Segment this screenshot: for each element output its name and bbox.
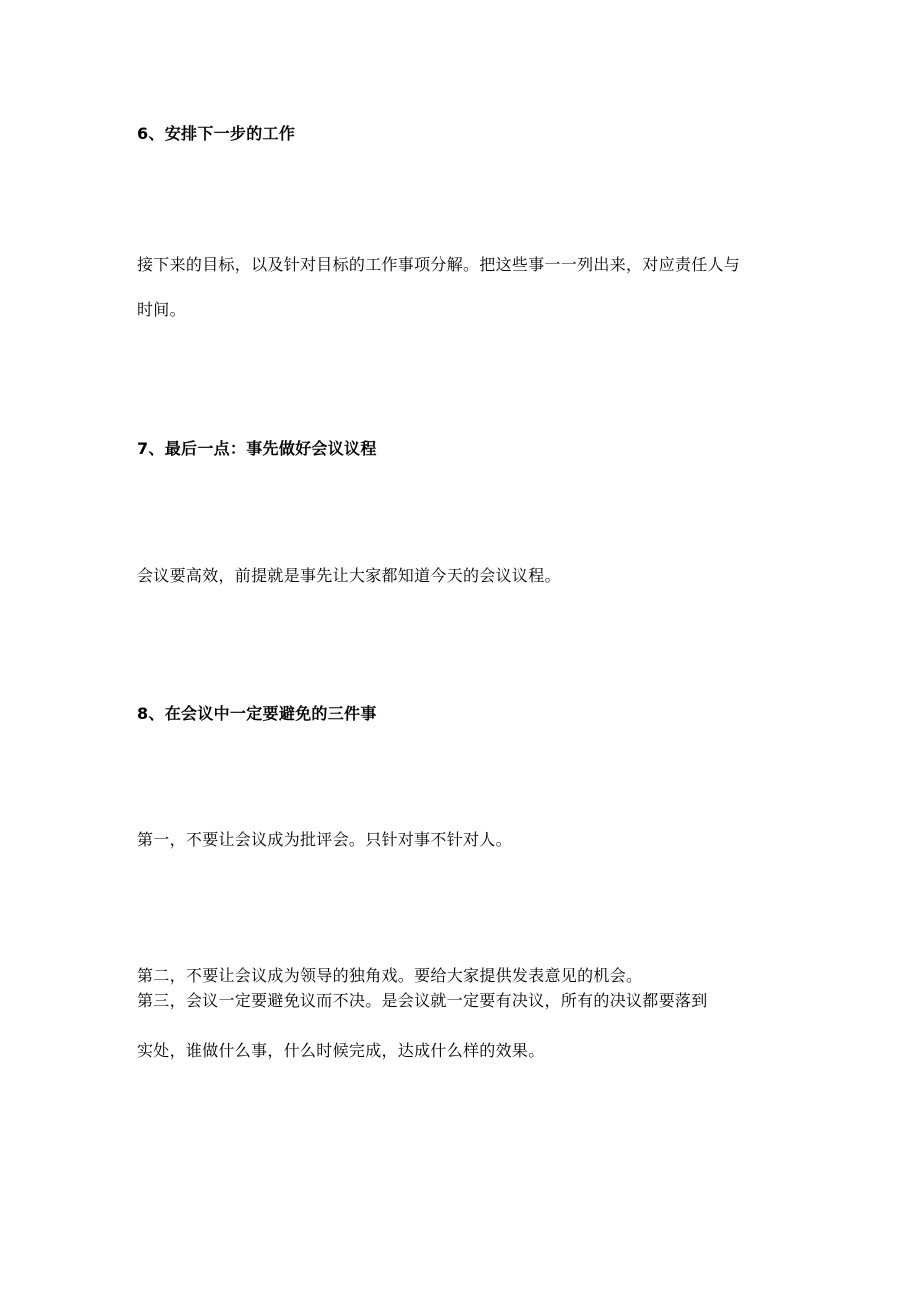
section-8-point-3-line-2: 实处，谁做什么事，什么时候完成，达成什么样的效果。: [137, 1041, 545, 1060]
section-8-heading: 8、在会议中一定要避免的三件事: [137, 704, 377, 723]
section-8-point-1: 第一，不要让会议成为批评会。只针对事不针对人。: [137, 830, 512, 849]
section-7-heading: 7、最后一点：事先做好会议议程: [137, 439, 377, 458]
section-8-point-2: 第二，不要让会议成为领导的独角戏。要给大家提供发表意见的机会。: [137, 966, 643, 985]
section-8-point-3-line-1: 第三，会议一定要避免议而不决。是会议就一定要有决议，所有的决议都要落到: [137, 991, 708, 1010]
section-6-heading: 6、安排下一步的工作: [137, 124, 296, 143]
section-6-paragraph-line-1: 接下来的目标，以及针对目标的工作事项分解。把这些事一一列出来，对应责任人与: [137, 255, 741, 274]
section-7-paragraph: 会议要高效，前提就是事先让大家都知道今天的会议议程。: [137, 566, 561, 585]
section-6-paragraph-line-2: 时间。: [137, 300, 186, 319]
